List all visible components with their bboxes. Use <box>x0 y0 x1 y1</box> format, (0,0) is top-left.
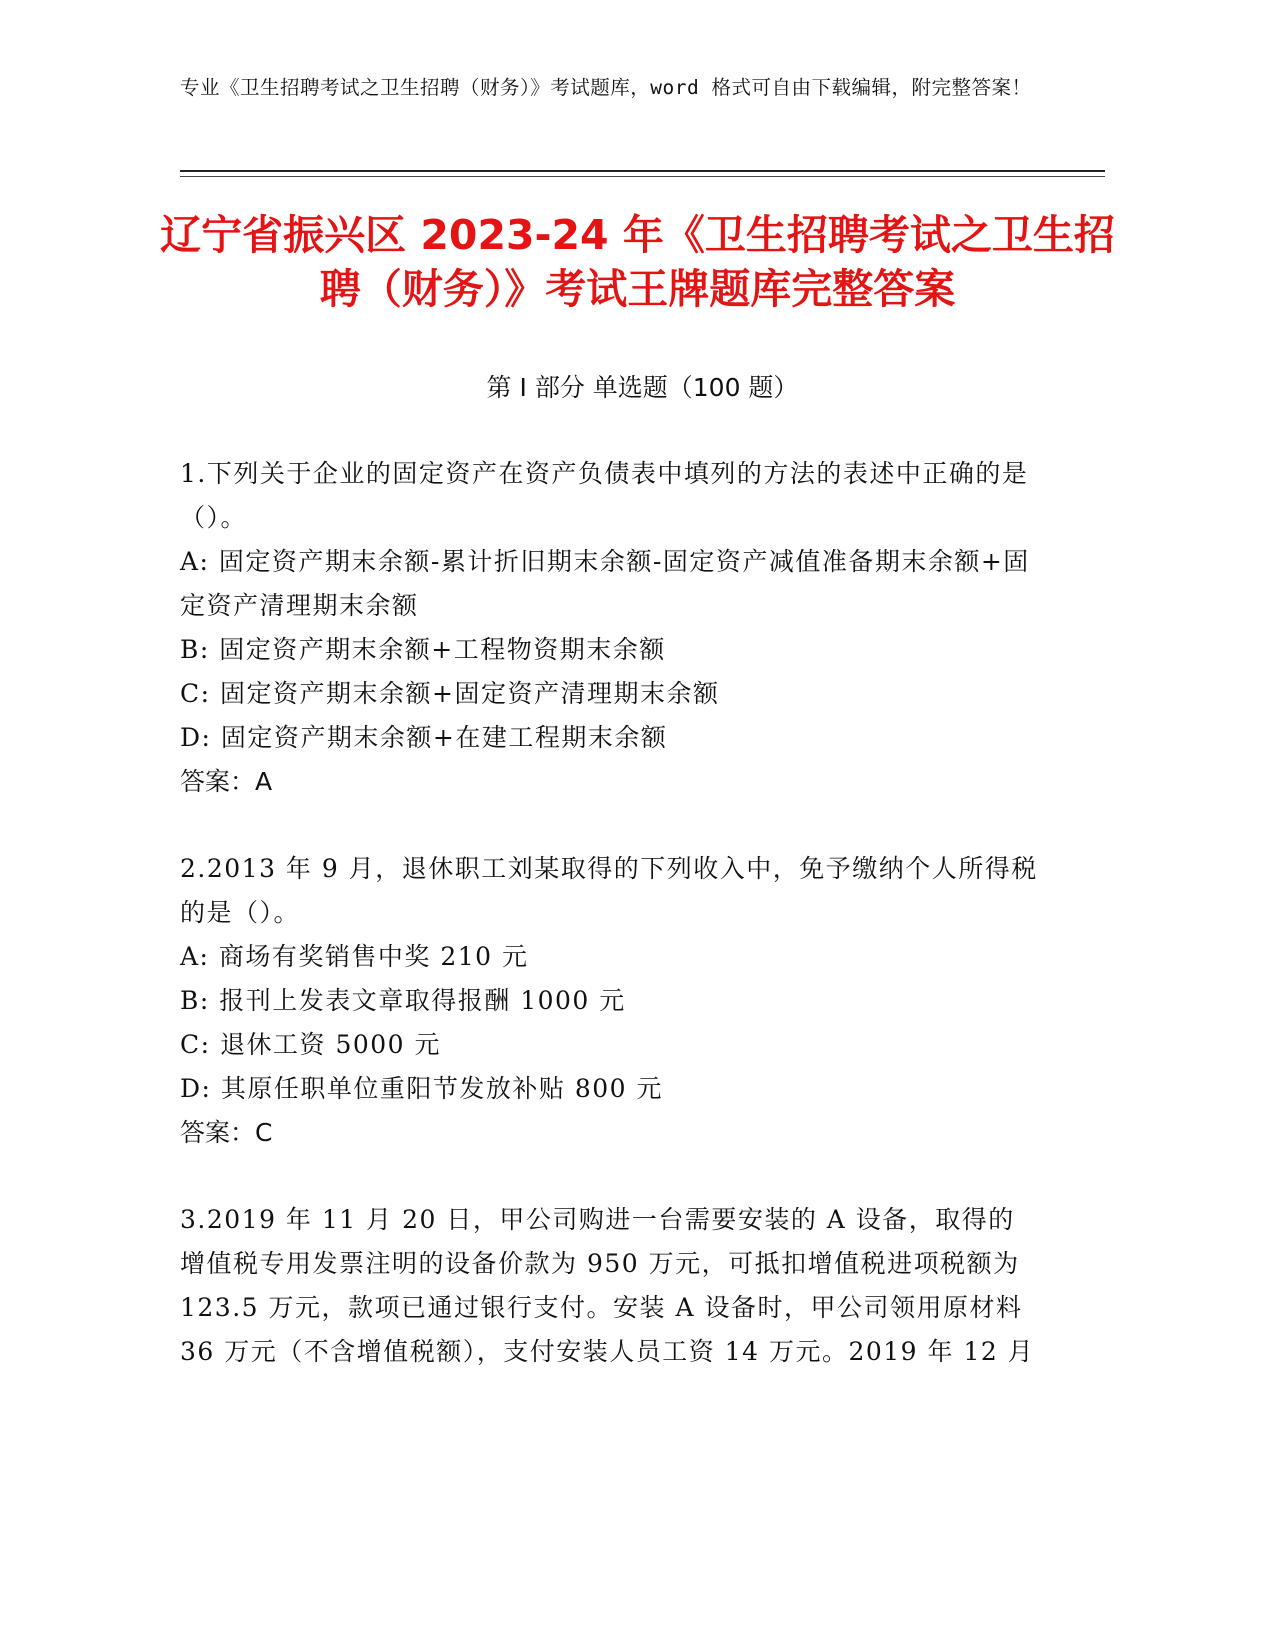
option-c: C: 固定资产期末余额+固定资产清理期末余额 <box>180 679 720 708</box>
header-divider-thick <box>180 170 1105 172</box>
option-d: D: 其原任职单位重阳节发放补贴 800 元 <box>180 1074 664 1103</box>
option-d: D: 固定资产期末余额+在建工程期末余额 <box>180 723 668 752</box>
question-2 <box>180 847 1040 1155</box>
answer-line: 答案：A <box>180 767 273 796</box>
option-a: A: 商场有奖销售中奖 210 元 <box>180 942 529 971</box>
question-text: 2.2013 年 9 月，退休职工刘某取得的下列收入中，免予缴纳个人所得税的是（）。 <box>180 854 1038 927</box>
section-heading: 第 I 部分 单选题（100 题） <box>486 373 799 402</box>
answer-line: 答案：C <box>180 1118 273 1147</box>
header-note: 专业《卫生招聘考试之卫生招聘（财务）》考试题库，word 格式可自由下载编辑，附完整答案！ <box>180 76 1032 99</box>
question-text: 1.下列关于企业的固定资产在资产负债表中填列的方法的表述中正确的是（）。 <box>180 459 1029 532</box>
question-text: 3.2019 年 11 月 20 日，甲公司购进一台需要安装的 A 设备，取得的增值税专用发票注明的设备价款为 950 万元，可抵扣增值税进项税额为 123.5 万元，款项已通过银行支付。安装 A 设备时，甲公司领用原材料 36 万元（不含增值税额），支付安装人员工资 14 万元。2019 年 12 月 <box>180 1205 1035 1366</box>
document-title: 辽宁省振兴区 2023-24 年《卫生招聘考试之卫生招聘（财务）》考试王牌题库完整答案 <box>160 211 1115 313</box>
question-1 <box>180 452 1040 804</box>
option-b: B: 固定资产期末余额+工程物资期末余额 <box>180 635 666 664</box>
option-a: A: 固定资产期末余额-累计折旧期末余额-固定资产减值准备期末余额+固定资产清理期末余额 <box>180 547 1030 620</box>
question-list <box>180 452 1040 1417</box>
option-c: C: 退休工资 5000 元 <box>180 1030 442 1059</box>
header-divider-thin <box>180 176 1105 177</box>
question-3 <box>180 1198 1040 1374</box>
option-b: B: 报刊上发表文章取得报酬 1000 元 <box>180 986 626 1015</box>
